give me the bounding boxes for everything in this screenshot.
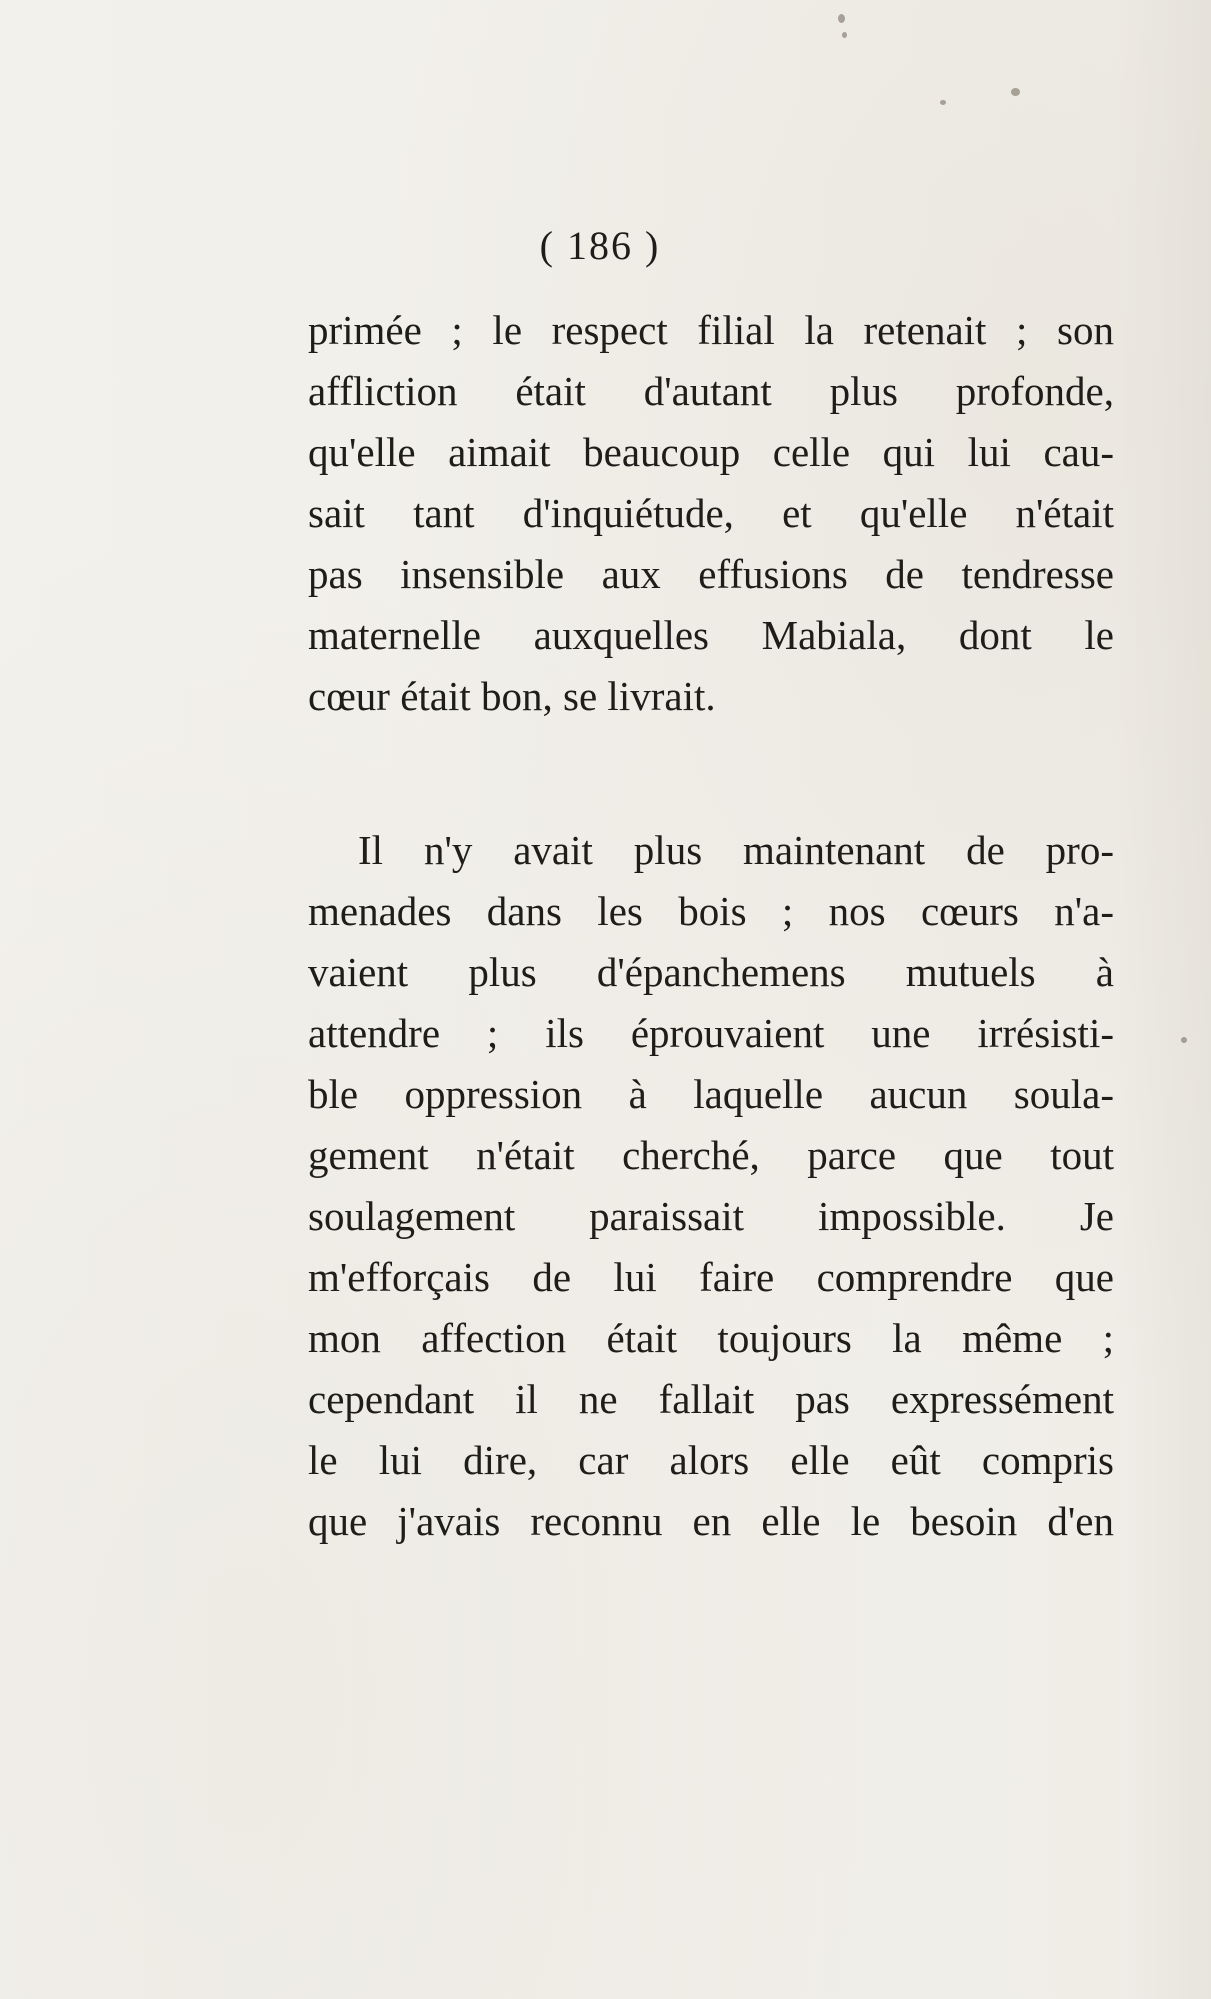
text-line: que j'avais reconnu en elle le besoin d'en — [308, 1498, 1114, 1544]
paragraph-2 — [308, 820, 1114, 1552]
ink-speck — [1011, 88, 1020, 96]
text-line: pas insensible aux effusions de tendresse — [308, 551, 1114, 597]
text-line: soulagement paraissait impossible. Je — [308, 1193, 1114, 1239]
text-line: menades dans les bois ; nos cœurs n'a- — [308, 888, 1114, 934]
text-line: primée ; le respect filial la retenait ; son — [308, 307, 1114, 353]
text-line: mon affection était toujours la même ; — [308, 1315, 1114, 1361]
ink-speck — [842, 32, 847, 38]
text-line: affliction était d'autant plus profonde, — [308, 368, 1114, 414]
text-line: attendre ; ils éprouvaient une irrésisti- — [308, 1010, 1114, 1056]
paragraph-1 — [308, 300, 1114, 727]
text-line: vaient plus d'épanchemens mutuels à — [308, 949, 1114, 995]
text-line: sait tant d'inquiétude, et qu'elle n'était — [308, 490, 1114, 536]
text-line: gement n'était cherché, parce que tout — [308, 1132, 1114, 1178]
text-line: qu'elle aimait beaucoup celle qui lui cau- — [308, 429, 1114, 475]
text-line: Il n'y avait plus maintenant de pro- — [358, 827, 1114, 873]
text-line: cœur était bon, se livrait. — [308, 673, 716, 719]
text-line: ble oppression à laquelle aucun soula- — [308, 1071, 1114, 1117]
text-line: cependant il ne fallait pas expressément — [308, 1376, 1114, 1422]
text-line: le lui dire, car alors elle eût compris — [308, 1437, 1114, 1483]
page-number: ( 186 ) — [539, 223, 661, 268]
text-line: m'efforçais de lui faire comprendre que — [308, 1254, 1114, 1300]
ink-speck — [1181, 1037, 1187, 1043]
text-line: maternelle auxquelles Mabiala, dont le — [308, 612, 1114, 658]
ink-speck — [838, 14, 845, 23]
ink-speck — [940, 100, 946, 105]
